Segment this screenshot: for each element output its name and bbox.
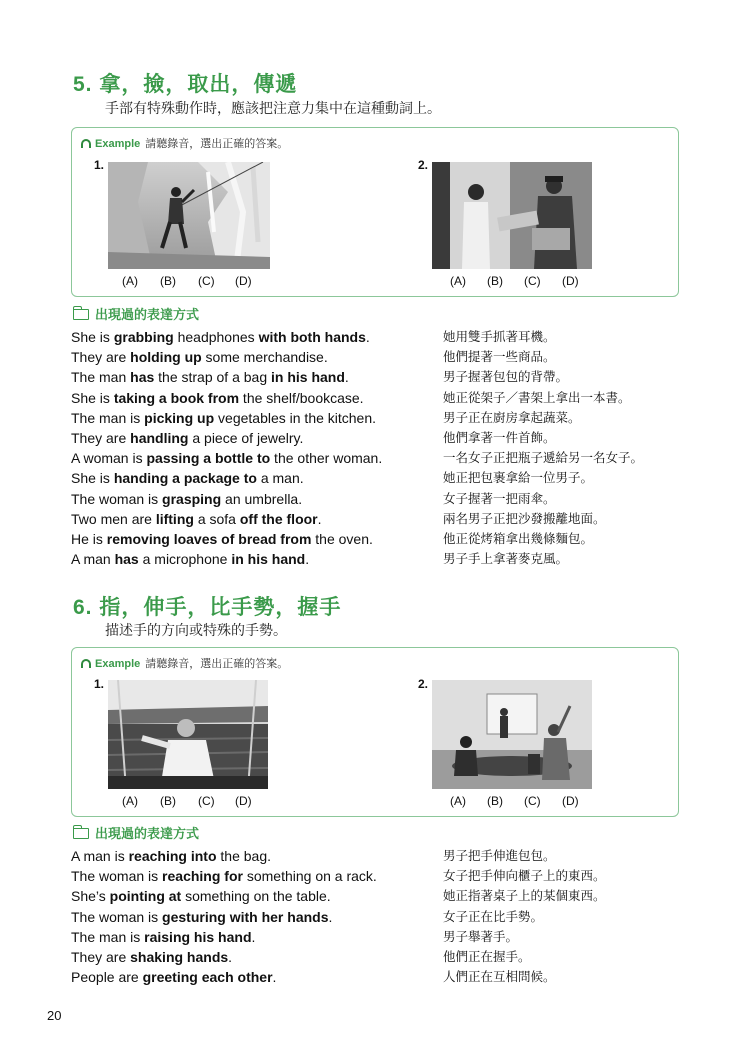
chinese-translation: 女子握著一把雨傘。 <box>443 490 556 506</box>
sentence-text: A man <box>71 551 115 568</box>
sentence-text: vegetables in the kitchen. <box>214 409 377 426</box>
sentence-text: headphones <box>173 329 259 345</box>
chinese-translation: 男子正在廚房拿起蔬菜。 <box>443 409 581 425</box>
sentence-text: She is <box>71 470 114 487</box>
key-phrase: reaching for <box>162 868 243 885</box>
photo-ice-climber <box>108 162 270 269</box>
expressions-heading-6 <box>73 823 199 842</box>
chinese-translation: 女子把手伸向櫃子上的東西。 <box>443 868 606 884</box>
example-box-6 <box>71 647 679 817</box>
expression-row <box>71 448 691 468</box>
photo-number: 2. <box>418 677 429 691</box>
sentence-text: . <box>272 969 277 986</box>
expression-row <box>71 907 691 927</box>
chinese-translation: 男子握著包包的背帶。 <box>443 369 569 385</box>
sentence-text: . <box>344 369 349 386</box>
expression-row <box>71 967 691 987</box>
expression-row <box>71 846 691 866</box>
key-phrase: shaking hands <box>130 948 229 965</box>
expression-row <box>71 468 691 488</box>
english-sentence <box>71 428 303 448</box>
english-sentence <box>71 367 349 387</box>
example-instruction: 請聽錄音，選出正確的答案。 <box>145 658 289 670</box>
key-phrase: grasping <box>162 490 222 507</box>
chinese-translation: 他們正在握手。 <box>443 948 531 964</box>
english-sentence <box>71 388 364 408</box>
sentence-text: a man. <box>256 470 304 487</box>
sentence-text: A man is <box>71 848 129 864</box>
expression-row <box>71 549 691 569</box>
key-phrase: gesturing with her hands <box>162 908 329 925</box>
section-6-subtitle: 描述手的方向或特殊的手勢。 <box>105 622 287 638</box>
photo-number: 1. <box>94 158 105 172</box>
key-phrase: has <box>114 551 139 568</box>
expression-row <box>71 327 691 347</box>
english-sentence <box>71 947 232 967</box>
chinese-translation: 他正從烤箱拿出幾條麵包。 <box>443 530 594 546</box>
sentence-text: . <box>251 928 256 945</box>
sentence-text: The man <box>71 369 131 386</box>
english-sentence <box>71 967 276 987</box>
option-b[interactable]: (B) <box>160 794 176 808</box>
option-c[interactable]: (C) <box>524 794 541 808</box>
english-sentence <box>71 907 332 927</box>
sentence-text: . <box>365 329 370 345</box>
key-phrase: grabbing <box>113 329 174 345</box>
key-phrase: reaching into <box>128 848 217 864</box>
section-6-title: 6. 指，伸手，比手勢，握手 <box>73 596 342 619</box>
chinese-translation: 她正指著桌子上的某個東西。 <box>443 888 606 904</box>
sentence-text: . <box>305 551 310 568</box>
expression-row <box>71 347 691 367</box>
example-header <box>81 135 288 151</box>
key-phrase: taking a book from <box>113 389 240 406</box>
headphones-icon <box>81 659 91 668</box>
sentence-text: The man is <box>71 409 145 426</box>
expression-row <box>71 947 691 967</box>
english-sentence <box>71 448 382 468</box>
option-a[interactable]: (A) <box>122 794 138 808</box>
photo-number: 1. <box>94 677 105 691</box>
key-phrase: handling <box>130 429 189 446</box>
chinese-translation: 她正從架子／書架上拿出一本書。 <box>443 389 631 405</box>
english-sentence <box>71 468 304 488</box>
key-phrase: has <box>130 369 155 386</box>
sentence-text: an umbrella. <box>221 490 303 507</box>
sentence-text: The man is <box>71 928 145 945</box>
option-b[interactable]: (B) <box>160 274 176 288</box>
photo-package-handoff <box>432 162 592 269</box>
chinese-translation: 她用雙手抓著耳機。 <box>443 329 556 344</box>
option-a[interactable]: (A) <box>450 274 466 288</box>
option-c[interactable]: (C) <box>198 274 215 288</box>
chinese-translation: 男子手上拿著麥克風。 <box>443 551 569 567</box>
chinese-translation: 她正把包裹拿給一位男子。 <box>443 470 594 486</box>
option-c[interactable]: (C) <box>524 274 541 288</box>
english-sentence <box>71 886 331 906</box>
option-b[interactable]: (B) <box>487 794 503 808</box>
headphones-icon <box>81 139 91 148</box>
key-phrase: passing a bottle to <box>146 450 271 467</box>
page-number: 20 <box>47 1008 62 1023</box>
sentence-text: Two men are <box>71 510 156 527</box>
sentence-text: They are <box>71 948 131 965</box>
key-phrase: pointing at <box>109 888 182 905</box>
folder-icon <box>73 309 89 320</box>
sentence-text: a sofa <box>193 510 240 527</box>
chinese-translation: 他們拿著一件首飾。 <box>443 429 556 445</box>
key-phrase: in his hand <box>271 369 345 386</box>
sentence-text: the strap of a bag <box>154 369 272 386</box>
sentence-text: People are <box>71 969 143 986</box>
expression-row <box>71 509 691 529</box>
english-sentence <box>71 529 373 549</box>
sentence-text: The woman is <box>71 908 163 925</box>
sentence-text: She’s <box>71 888 110 905</box>
example-label: Example <box>95 138 141 150</box>
key-phrase: in his hand <box>231 551 306 568</box>
example-instruction: 請聽錄音，選出正確的答案。 <box>145 138 289 150</box>
key-phrase: removing loaves of bread from <box>106 530 312 547</box>
example-header <box>81 655 288 671</box>
chinese-translation: 男子舉著手。 <box>443 928 519 944</box>
expression-row <box>71 866 691 886</box>
expression-list <box>71 846 691 987</box>
option-d[interactable]: (D) <box>235 274 252 288</box>
photo-number: 2. <box>418 158 429 172</box>
english-sentence <box>71 509 322 529</box>
english-sentence <box>71 866 377 886</box>
key-phrase: greeting each other <box>142 969 273 986</box>
key-phrase: with both hands <box>258 329 366 345</box>
key-phrase: raising his hand <box>144 928 252 945</box>
expression-row <box>71 886 691 906</box>
sentence-text: They are <box>71 429 131 446</box>
english-sentence <box>71 327 370 347</box>
sentence-text: some merchandise. <box>201 349 328 366</box>
chinese-translation: 人們正在互相問候。 <box>443 969 556 985</box>
english-sentence <box>71 549 309 569</box>
sentence-text: He is <box>71 530 107 547</box>
sentence-text: the other woman. <box>270 450 383 467</box>
option-d[interactable]: (D) <box>562 274 579 288</box>
sentence-text: something on a rack. <box>242 868 377 885</box>
option-b[interactable]: (B) <box>487 274 503 288</box>
option-c[interactable]: (C) <box>198 794 215 808</box>
key-phrase: off the floor <box>239 510 318 527</box>
option-d[interactable]: (D) <box>562 794 579 808</box>
example-label: Example <box>95 658 141 670</box>
sentence-text: The woman is <box>71 868 163 885</box>
english-sentence <box>71 927 255 947</box>
expression-row <box>71 367 691 387</box>
option-d[interactable]: (D) <box>235 794 252 808</box>
sentence-text: They are <box>71 349 131 366</box>
chinese-translation: 男子把手伸進包包。 <box>443 848 556 863</box>
expression-list <box>71 327 691 569</box>
sentence-text: . <box>317 510 322 527</box>
expressions-heading-5 <box>73 304 199 323</box>
english-sentence <box>71 846 271 866</box>
key-phrase: lifting <box>155 510 194 527</box>
section-5-subtitle: 手部有特殊動作時，應該把注意力集中在這種動詞上。 <box>105 100 441 116</box>
option-a[interactable]: (A) <box>450 794 466 808</box>
sentence-text: A woman is <box>71 450 147 467</box>
sentence-text: The woman is <box>71 490 163 507</box>
expression-row <box>71 428 691 448</box>
sentence-text: She is <box>71 389 114 406</box>
folder-icon <box>73 828 89 839</box>
chinese-translation: 女子正在比手勢。 <box>443 908 544 924</box>
english-sentence <box>71 489 302 509</box>
chinese-translation: 他們提著一些商品。 <box>443 349 556 365</box>
expressions-title: 出現過的表達方式 <box>95 826 200 841</box>
key-phrase: picking up <box>144 409 215 426</box>
sentence-text: the bag. <box>216 848 271 864</box>
sentence-text: something on the table. <box>181 888 331 905</box>
sentence-text: She is <box>71 329 114 345</box>
expressions-title: 出現過的表達方式 <box>95 307 200 322</box>
sentence-text: a microphone <box>138 551 232 568</box>
expression-row <box>71 408 691 428</box>
chinese-translation: 兩名男子正把沙發搬離地面。 <box>443 510 606 526</box>
sentence-text: the shelf/bookcase. <box>239 389 364 406</box>
photo-man-on-boat <box>108 680 268 789</box>
english-sentence <box>71 347 328 367</box>
sentence-text: the oven. <box>311 530 373 547</box>
section-5-title: 5. 拿，撿，取出，傳遞 <box>73 73 298 96</box>
expression-row <box>71 529 691 549</box>
expression-row <box>71 927 691 947</box>
key-phrase: holding up <box>130 349 202 366</box>
example-box-5 <box>71 127 679 297</box>
sentence-text: a piece of jewelry. <box>188 429 304 446</box>
sentence-text: . <box>328 908 333 925</box>
sentence-text: . <box>228 948 233 965</box>
chinese-translation: 一名女子正把瓶子遞給另一名女子。 <box>443 450 644 466</box>
option-a[interactable]: (A) <box>122 274 138 288</box>
expression-row <box>71 489 691 509</box>
english-sentence <box>71 408 376 428</box>
key-phrase: handing a package to <box>113 470 257 487</box>
photo-meeting-room <box>432 680 592 789</box>
expression-row <box>71 388 691 408</box>
